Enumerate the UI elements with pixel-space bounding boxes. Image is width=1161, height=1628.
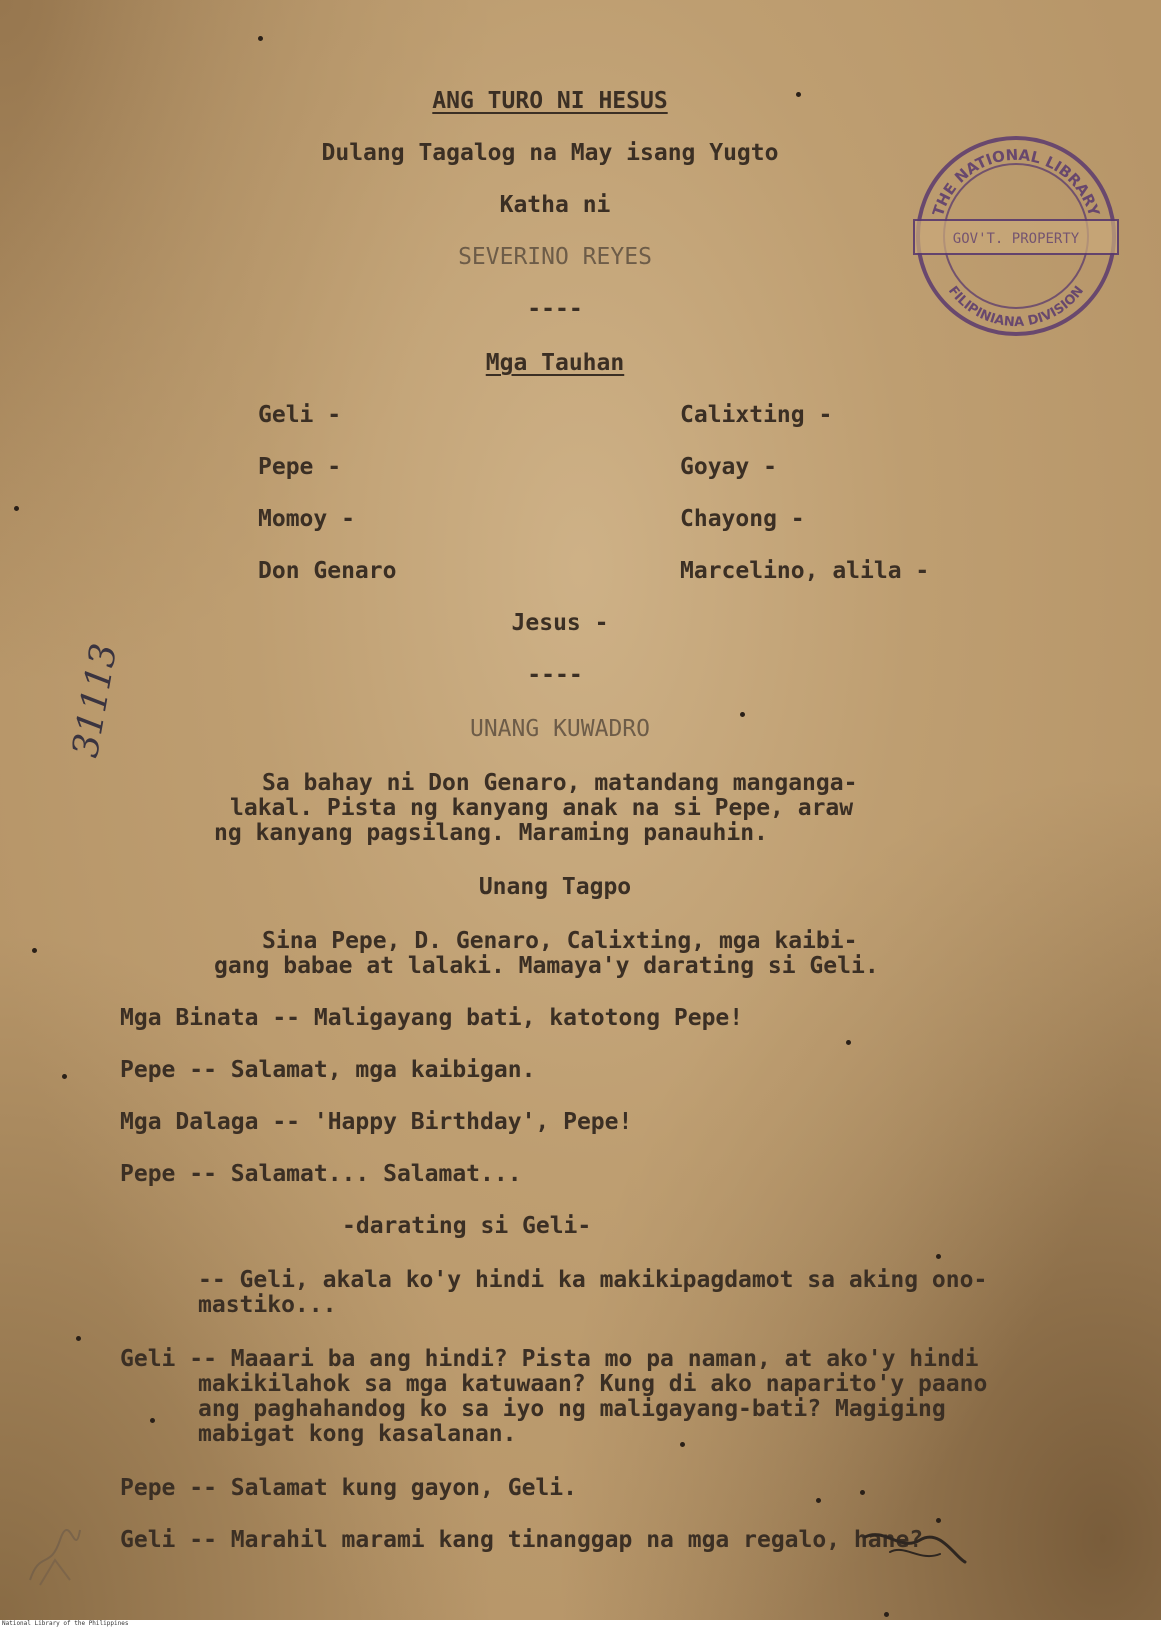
ink-speck — [936, 1254, 941, 1259]
separator: ---- — [527, 662, 583, 688]
ink-speck — [816, 1498, 821, 1503]
author-name: SEVERINO REYES — [458, 244, 652, 270]
character-item: Chayong - — [680, 506, 805, 532]
dialogue-line: Pepe -- Salamat... Salamat... — [120, 1161, 522, 1187]
play-subtitle: Dulang Tagalog na May isang Yugto — [321, 140, 779, 166]
ink-speck — [258, 36, 263, 41]
dialogue-line: Mga Dalaga -- 'Happy Birthday', Pepe! — [120, 1109, 633, 1135]
stamp-bottom-text: FILIPINIANA DIVISION — [944, 283, 1088, 331]
character-item: Goyay - — [680, 454, 777, 480]
handwritten-number-text: 31113 — [65, 640, 126, 761]
corner-pencil-mark — [20, 1510, 100, 1590]
character-item: Pepe - — [258, 454, 342, 480]
scene-description-line: ng kanyang pagsilang. Maraming panauhin. — [214, 820, 768, 846]
dialogue-line: -- Geli, akala ko'y hindi ka makikipagdamot sa aking ono- — [198, 1267, 988, 1293]
dialogue-line: Geli -- Marahil marami kang tinanggap na mga regalo, hane? — [120, 1527, 924, 1553]
character-item: Geli - — [258, 402, 342, 428]
characters-heading: Mga Tauhan — [485, 350, 625, 376]
library-stamp — [912, 132, 1120, 340]
dialogue-line: ang paghahandog ko sa iyo ng maligayang-bati? Magiging — [198, 1396, 946, 1422]
dialogue-line: Mga Binata -- Maligayang bati, katotong Pepe! — [120, 1005, 744, 1031]
ink-speck — [884, 1612, 889, 1617]
character-item: Momoy - — [258, 506, 355, 532]
character-item: Calixting - — [680, 402, 833, 428]
ink-speck — [740, 712, 745, 717]
ink-speck — [150, 1418, 155, 1423]
svg-text:FILIPINIANA DIVISION — [945, 283, 1087, 330]
stage-direction: -darating si Geli- — [342, 1213, 592, 1239]
ink-speck — [680, 1442, 685, 1447]
dialogue-line: Geli -- Maaari ba ang hindi? Pista mo pa naman, at ako'y hindi — [120, 1346, 979, 1372]
footer-credit: National Library of the Philippines — [0, 1620, 1161, 1628]
character-item: Marcelino, alila - — [680, 558, 930, 584]
tagpo-description-line: gang babae at lalaki. Mamaya'y darating si Geli. — [214, 953, 879, 979]
character-item: Don Genaro — [258, 558, 397, 584]
ink-speck — [14, 506, 19, 511]
dialogue-line: mastiko... — [198, 1292, 337, 1318]
handwritten-accession-number — [58, 640, 138, 760]
scene-description-line: lakal. Pista ng kanyang anak na si Pepe, araw — [230, 795, 854, 821]
ink-speck — [796, 92, 801, 97]
tagpo-heading: Unang Tagpo — [478, 874, 632, 900]
ink-speck — [846, 1040, 851, 1045]
ink-speck — [76, 1336, 81, 1341]
ink-speck — [860, 1490, 865, 1495]
dialogue-line: mabigat kong kasalanan. — [198, 1421, 517, 1447]
character-item: Jesus - — [511, 610, 609, 636]
dialogue-line: makikilahok sa mga katuwaan? Kung di ako naparito'y paano — [198, 1371, 988, 1397]
tagpo-description-line: Sina Pepe, D. Genaro, Calixting, mga kaibi- — [262, 928, 858, 954]
ink-speck — [32, 948, 37, 953]
dialogue-line: Pepe -- Salamat, mga kaibigan. — [120, 1057, 536, 1083]
ink-speck — [62, 1074, 67, 1079]
scene-description-line: Sa bahay ni Don Genaro, matandang manganga- — [262, 770, 858, 796]
by-line: Katha ni — [499, 192, 611, 218]
dialogue-line: Pepe -- Salamat kung gayon, Geli. — [120, 1475, 577, 1501]
stamp-top-text: THE NATIONAL LIBRARY — [928, 145, 1104, 219]
separator: ---- — [527, 296, 583, 322]
play-title: ANG TURO NI HESUS — [432, 88, 668, 114]
stamp-middle-text: GOV'T. PROPERTY — [952, 231, 1080, 247]
pencil-scribble — [860, 1522, 970, 1572]
scene-heading: UNANG KUWADRO — [469, 716, 650, 742]
